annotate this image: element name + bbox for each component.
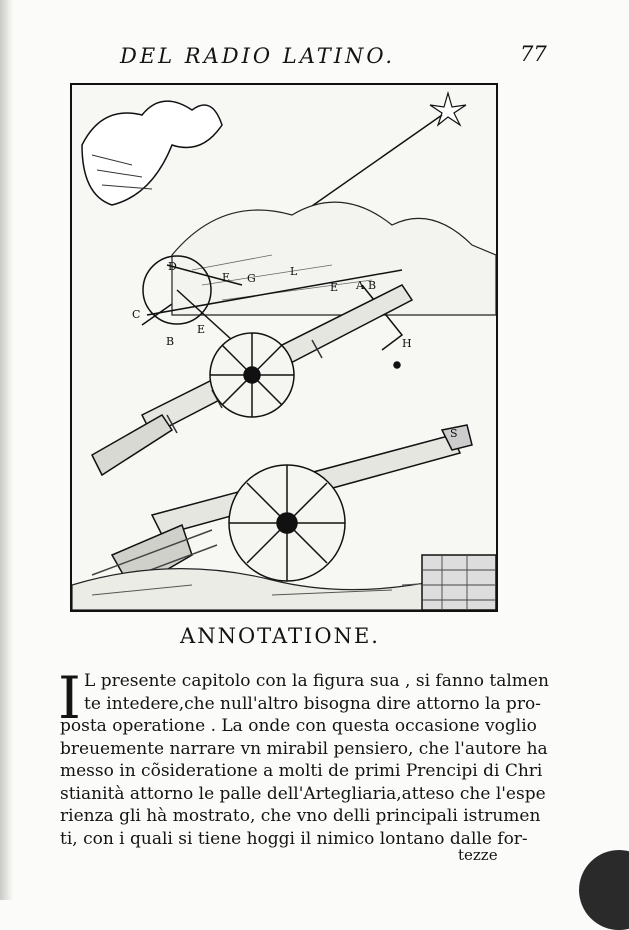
- text-line: ti, con i quali si tiene hoggi il nimico lontano dalle for-: [60, 828, 528, 849]
- catchword: tezze: [458, 846, 498, 864]
- figure-label-h: H: [402, 337, 412, 350]
- figure-label-b2: B: [166, 335, 175, 348]
- text-line: messo in cõsideratione a molti de primi Prencipi di Chri: [60, 761, 543, 781]
- figure-label-e3: E: [197, 323, 206, 336]
- figure-label-a: A: [356, 279, 364, 292]
- text-line: te intedere,che null'altro bisogna dire attorno la pro-: [84, 693, 541, 714]
- cloud: [82, 101, 222, 205]
- text-line: rienza gli hà mostrato, che vno delli principali istrumen: [60, 806, 541, 826]
- figure-label-l: L: [290, 265, 298, 278]
- text-line: L presente capitolo con la figura sua , si fanno talmen: [84, 671, 549, 691]
- page-corner-shadow: [579, 850, 629, 930]
- page-gutter-shadow: [0, 0, 14, 900]
- fortress-wall: [422, 555, 496, 610]
- body-text: [58, 664, 549, 850]
- drop-cap: I: [58, 664, 81, 732]
- text-line: posta operatione . La onde con questa occasione voglio: [60, 716, 537, 736]
- page-number: 77: [520, 42, 547, 66]
- woodcut-drawing: [72, 85, 496, 610]
- figure-label-s: S: [450, 427, 458, 440]
- figure-label-b: B: [368, 279, 377, 292]
- hills: [172, 202, 496, 315]
- figure-label-c: C: [132, 308, 141, 321]
- lower-cannon: [92, 425, 472, 590]
- text-line: stianità attorno le palle dell'Artegliaria,atteso che l'espe: [60, 783, 546, 804]
- figure-label-g: G: [247, 272, 256, 285]
- figure-label-e: E: [222, 271, 231, 284]
- section-heading: ANNOTATIONE.: [180, 624, 380, 648]
- figure-label-e2: E: [330, 281, 339, 294]
- text-line: breuemente narrare vn mirabil pensiero, che l'autore ha: [60, 738, 548, 759]
- running-head: DEL RADIO LATINO.: [120, 44, 396, 68]
- woodcut-illustration: [70, 83, 498, 612]
- figure-label-d: D: [168, 260, 177, 273]
